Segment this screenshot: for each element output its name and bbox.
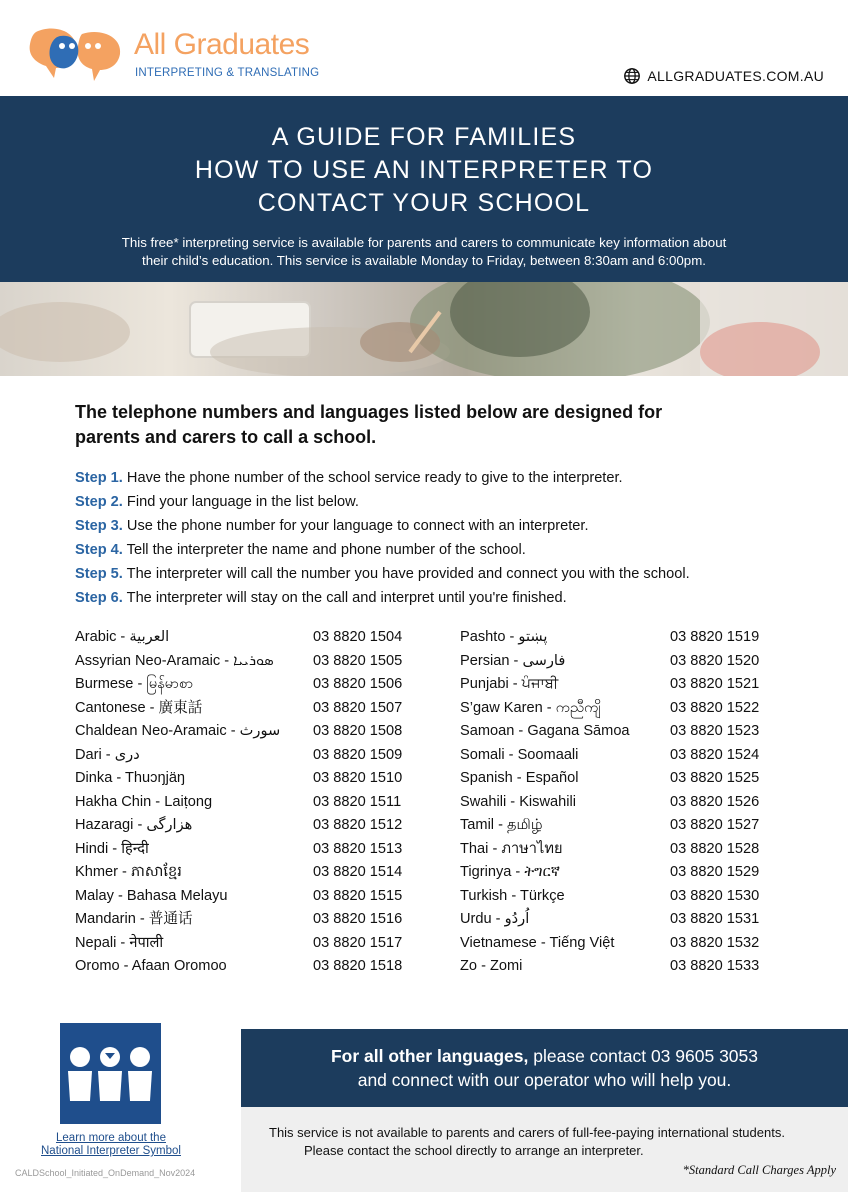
language-phone[interactable]: 03 8820 1527 bbox=[670, 817, 760, 833]
globe-icon bbox=[623, 67, 641, 85]
intro-line: their child’s education. This service is available Monday to Friday, between 8:30am and 6:00pm. bbox=[142, 253, 706, 268]
step-item bbox=[75, 538, 815, 562]
step-number: Step 4. bbox=[75, 542, 123, 558]
language-phone[interactable]: 03 8820 1509 bbox=[313, 746, 403, 763]
step-item bbox=[75, 466, 815, 490]
language-name: Hazaragi - هزارگی bbox=[75, 817, 193, 833]
brand-tagline: INTERPRETING & TRANSLATING bbox=[135, 67, 320, 79]
language-name: Khmer - ភាសាខ្មែរ bbox=[75, 864, 182, 880]
step-item bbox=[75, 562, 815, 586]
website-text: ALLGRADUATES.COM.AU bbox=[647, 68, 824, 84]
language-name: Hakha Chin - Laiṭong bbox=[75, 793, 213, 810]
language-phone[interactable]: 03 8820 1523 bbox=[670, 723, 760, 739]
step-item bbox=[75, 490, 815, 514]
step-text: The interpreter will call the number you have provided and connect you with the school. bbox=[126, 566, 690, 582]
step-text: Use the phone number for your language to connect with an interpreter. bbox=[126, 518, 589, 534]
intro-text bbox=[64, 234, 784, 270]
title-line: A GUIDE FOR FAMILIES bbox=[271, 123, 577, 151]
page-header bbox=[0, 0, 848, 96]
title-banner bbox=[0, 96, 848, 282]
document-code: CALDSchool_Initiated_OnDemand_Nov2024 bbox=[15, 1168, 196, 1178]
language-phone[interactable]: 03 8820 1510 bbox=[313, 770, 403, 786]
language-name: Samoan - Gagana Sāmoa bbox=[460, 723, 630, 739]
language-name: Arabic - العربية bbox=[75, 629, 170, 645]
title-line: CONTACT YOUR SCHOOL bbox=[257, 189, 591, 217]
language-phone[interactable]: 03 8820 1517 bbox=[313, 934, 403, 951]
language-name: Chaldean Neo-Aramaic - سورث bbox=[75, 723, 281, 739]
call-charges-note: *Standard Call Charges Apply bbox=[682, 1163, 836, 1177]
classroom-photo bbox=[0, 282, 848, 376]
interpreter-symbol-link[interactable]: Learn more about the National Interpreter Symbol bbox=[41, 1132, 181, 1157]
language-name: Nepali - नेपाली bbox=[75, 934, 164, 951]
language-phone[interactable]: 03 8820 1516 bbox=[313, 911, 403, 927]
language-name: Mandarin - 普通话 bbox=[75, 911, 193, 927]
step-number: Step 6. bbox=[75, 590, 123, 606]
interpreter-symbol-icon bbox=[60, 1023, 161, 1124]
page-title bbox=[0, 96, 848, 220]
language-phone[interactable]: 03 8820 1525 bbox=[670, 770, 760, 786]
language-name: Punjabi - ਪੰਜਾਬੀ bbox=[460, 676, 559, 692]
language-phone[interactable]: 03 8820 1533 bbox=[670, 958, 760, 974]
notice-line: This service is not available to parents and carers of full-fee-paying international students. bbox=[269, 1125, 785, 1140]
contact-line bbox=[241, 1044, 848, 1068]
language-phone[interactable]: 03 8820 1518 bbox=[313, 958, 403, 974]
language-phone[interactable]: 03 8820 1512 bbox=[313, 817, 403, 833]
contact-line: and connect with our operator who will help you. bbox=[357, 1070, 732, 1090]
step-number: Step 3. bbox=[75, 518, 123, 534]
brand-name: All Graduates bbox=[134, 28, 310, 61]
language-phone[interactable]: 03 8820 1506 bbox=[313, 676, 403, 692]
language-phone[interactable]: 03 8820 1529 bbox=[670, 864, 760, 880]
language-phone[interactable]: 03 8820 1514 bbox=[313, 864, 403, 880]
language-phone[interactable]: 03 8820 1526 bbox=[670, 793, 760, 810]
language-name: Tigrinya - ትግርኛ bbox=[460, 864, 560, 880]
language-phone[interactable]: 03 8820 1513 bbox=[313, 840, 403, 857]
language-phone[interactable]: 03 8820 1530 bbox=[670, 887, 760, 904]
step-item bbox=[75, 514, 815, 538]
language-name: Pashto - پښتو bbox=[460, 629, 548, 645]
language-name: Vietnamese - Tiếng Việt bbox=[460, 934, 615, 951]
language-phone[interactable]: 03 8820 1520 bbox=[670, 652, 760, 669]
language-name: Malay - Bahasa Melayu bbox=[75, 887, 228, 904]
language-phone[interactable]: 03 8820 1507 bbox=[313, 699, 403, 716]
notice-box bbox=[241, 1107, 848, 1192]
language-name: Oromo - Afaan Oromoo bbox=[75, 958, 227, 974]
language-phone[interactable]: 03 8820 1521 bbox=[670, 676, 760, 692]
language-name: Urdu - اُردُو bbox=[460, 911, 530, 927]
language-name: Thai - ภาษาไทย bbox=[460, 840, 563, 857]
contact-bold: For all other languages, bbox=[330, 1046, 529, 1066]
language-name: Assyrian Neo-Aramaic - ܣܘܪܝܝܐ bbox=[75, 652, 274, 669]
language-phone[interactable]: 03 8820 1511 bbox=[313, 793, 402, 810]
logo-icon bbox=[26, 26, 126, 84]
step-text: Find your language in the list below. bbox=[126, 494, 359, 510]
language-phone[interactable]: 03 8820 1528 bbox=[670, 840, 760, 857]
lead-line: The telephone numbers and languages listed below are designed for bbox=[75, 402, 663, 422]
language-phone[interactable]: 03 8820 1504 bbox=[313, 629, 403, 645]
language-name: Dinka - Thuɔŋjäŋ bbox=[75, 770, 186, 786]
step-text: Tell the interpreter the name and phone number of the school. bbox=[126, 542, 526, 558]
title-line: HOW TO USE AN INTERPRETER TO bbox=[194, 156, 654, 184]
step-number: Step 5. bbox=[75, 566, 123, 582]
notice-line: Please contact the school directly to arrange an interpreter. bbox=[304, 1143, 644, 1158]
step-number: Step 2. bbox=[75, 494, 123, 510]
step-text: The interpreter will stay on the call and interpret until you're finished. bbox=[126, 590, 567, 606]
language-name: Zo - Zomi bbox=[460, 958, 523, 974]
language-phone[interactable]: 03 8820 1505 bbox=[313, 652, 403, 669]
language-phone[interactable]: 03 8820 1515 bbox=[313, 887, 403, 904]
intro-line: This free* interpreting service is available for parents and carers to communicate key information about bbox=[121, 235, 727, 250]
language-name: Burmese - မြန်မာစာ bbox=[75, 676, 194, 692]
language-name: Spanish - Español bbox=[460, 770, 579, 786]
language-phone[interactable]: 03 8820 1522 bbox=[670, 699, 760, 716]
step-number: Step 1. bbox=[75, 470, 123, 486]
lead-heading bbox=[75, 400, 775, 450]
step-text: Have the phone number of the school service ready to give to the interpreter. bbox=[126, 470, 623, 486]
other-languages-box bbox=[241, 1029, 848, 1107]
language-phone[interactable]: 03 8820 1519 bbox=[670, 629, 760, 645]
language-phone[interactable]: 03 8820 1524 bbox=[670, 746, 760, 763]
language-name: Swahili - Kiswahili bbox=[460, 793, 576, 810]
language-name: S’gaw Karen - ကညီကျိ bbox=[460, 699, 601, 716]
contact-phone-text: please contact 03 9605 3053 bbox=[528, 1046, 759, 1066]
step-item bbox=[75, 586, 815, 610]
language-name: Hindi - हिन्दी bbox=[75, 840, 149, 857]
language-name: Turkish - Türkçe bbox=[460, 887, 565, 904]
language-name: Persian - فارسی bbox=[460, 652, 566, 669]
language-name: Dari - دری bbox=[75, 746, 140, 763]
language-phone[interactable]: 03 8820 1532 bbox=[670, 934, 760, 951]
language-phone[interactable]: 03 8820 1531 bbox=[670, 911, 760, 927]
language-phone[interactable]: 03 8820 1508 bbox=[313, 723, 403, 739]
steps-list bbox=[75, 466, 815, 610]
website-link[interactable] bbox=[623, 67, 824, 85]
language-name: Cantonese - 廣東話 bbox=[75, 699, 203, 716]
language-name: Tamil - தமிழ் bbox=[460, 817, 543, 833]
language-name: Somali - Soomaali bbox=[460, 746, 579, 763]
lead-line: parents and carers to call a school. bbox=[75, 427, 377, 447]
